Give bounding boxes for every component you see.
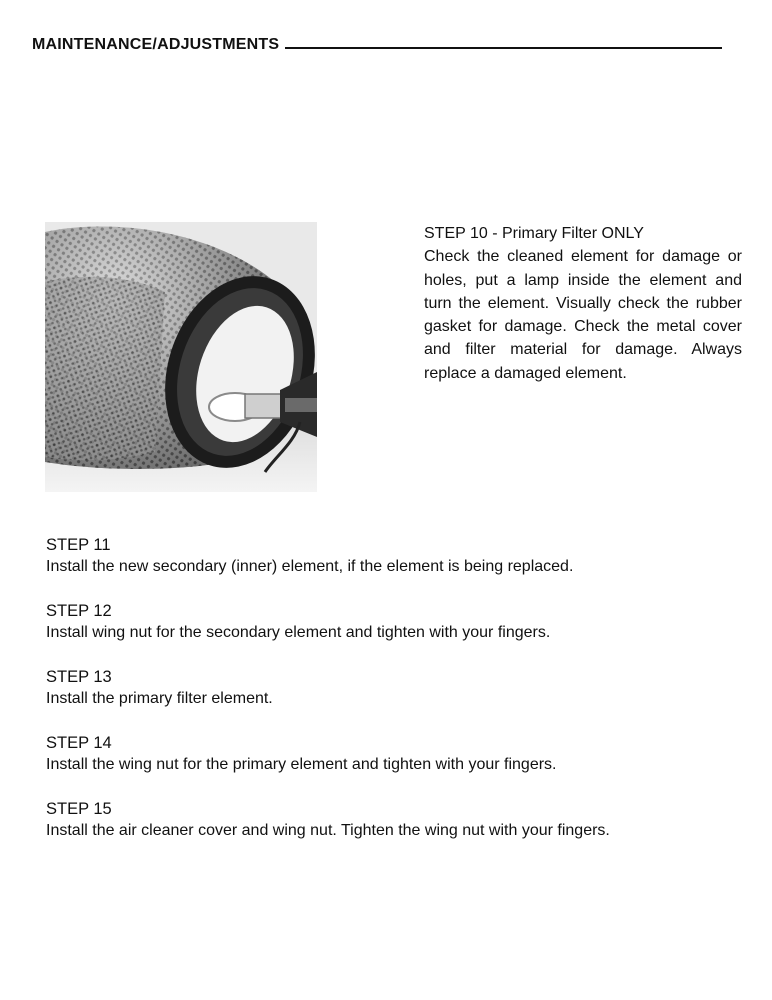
step-10-heading: STEP 10 - Primary Filter ONLY [424,225,644,242]
step-13 [46,666,746,710]
step-11-label: STEP 11 [46,536,111,554]
step-12-label: STEP 12 [46,602,112,620]
step-10-text: Check the cleaned element for damage or holes, put a lamp inside the element and turn the element. Visually check the rubber gasket for damage. Check the metal cover and filter material for damage. Always replace a damaged element. [424,248,742,382]
header-rule [285,47,722,49]
step-14 [46,732,746,776]
page-header [32,34,722,56]
step-10 [424,222,742,385]
step-15 [46,798,746,842]
steps-list [46,534,746,864]
step-11-text: Install the new secondary (inner) element, if the element is being replaced. [46,558,574,575]
step-12-text: Install wing nut for the secondary element and tighten with your fingers. [46,624,551,641]
step-15-label: STEP 15 [46,800,112,818]
step-12 [46,600,746,644]
step-13-text: Install the primary filter element. [46,690,273,707]
step-11 [46,534,746,578]
step-14-label: STEP 14 [46,734,112,752]
step-13-label: STEP 13 [46,668,112,686]
page-title: MAINTENANCE/ADJUSTMENTS [32,36,280,53]
air-filter-photo [45,222,317,492]
step-14-text: Install the wing nut for the primary element and tighten with your fingers. [46,756,557,773]
step-15-text: Install the air cleaner cover and wing nut. Tighten the wing nut with your fingers. [46,822,610,839]
